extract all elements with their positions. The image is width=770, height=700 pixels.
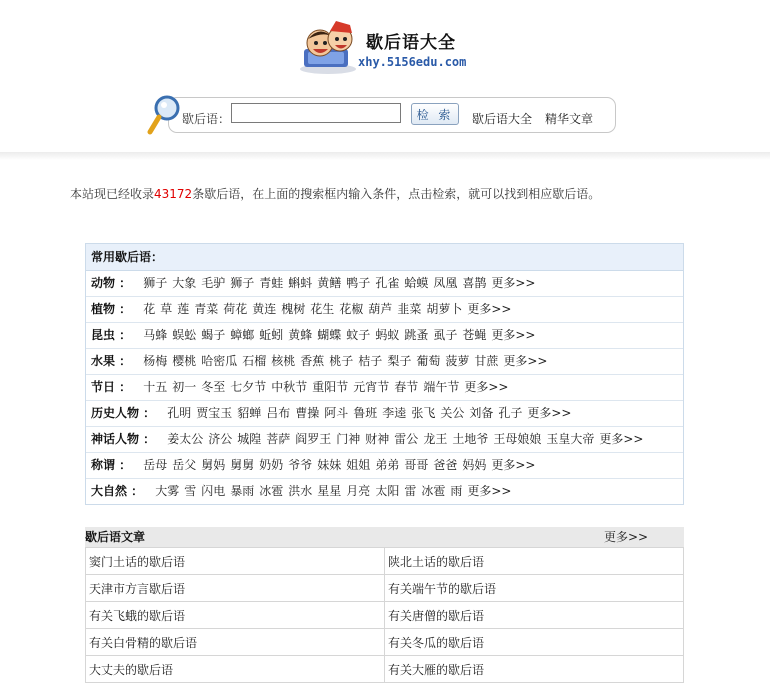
category-item-link[interactable]: 黄连: [252, 302, 277, 316]
articles-title: 歇后语文章: [85, 530, 146, 544]
category-item-link[interactable]: 李逵: [382, 406, 407, 420]
category-item-link[interactable]: 爷爷: [288, 458, 313, 472]
category-item-link[interactable]: 花: [143, 302, 156, 316]
category-item-link[interactable]: 菩萨: [266, 432, 291, 446]
category-item-link[interactable]: 青蛙: [259, 276, 284, 290]
category-item-link[interactable]: 重阳节: [312, 380, 349, 394]
category-item-link[interactable]: 贾宝玉: [196, 406, 233, 420]
category-item-link[interactable]: 葫芦: [368, 302, 393, 316]
articles-header: [85, 527, 684, 547]
category-more-link[interactable]: 更多>>: [527, 406, 572, 420]
article-row: [86, 575, 684, 602]
link-xiehouyu-daquan[interactable]: 歇后语大全: [472, 112, 533, 126]
category-item-link[interactable]: 蝴蝶: [317, 328, 342, 342]
category-more-link[interactable]: 更多>>: [464, 380, 509, 394]
category-name: 昆虫 ：: [91, 328, 132, 342]
intro-after: 条歇后语，在上面的搜索框内输入条件，点击检索，就可以找到相应歇后语。: [192, 187, 601, 201]
search-button[interactable]: 检 索: [411, 103, 459, 125]
category-item-link[interactable]: 初一: [172, 380, 197, 394]
category-item-link[interactable]: 舅舅: [230, 458, 255, 472]
category-row: [86, 479, 683, 504]
category-name: 植物 ：: [91, 302, 132, 316]
category-item-link[interactable]: 胡萝卜: [426, 302, 463, 316]
category-more-link[interactable]: 更多>>: [491, 458, 536, 472]
category-item-link[interactable]: 哥哥: [404, 458, 429, 472]
category-item-link[interactable]: 洪水: [288, 484, 313, 498]
category-item-link[interactable]: 济公: [208, 432, 233, 446]
category-name: 神话人物 ：: [91, 432, 156, 446]
category-item-link[interactable]: 核桃: [271, 354, 296, 368]
category-item-link[interactable]: 岳父: [172, 458, 197, 472]
common-box-title: 常用歇后语：: [86, 244, 683, 271]
category-row: [86, 401, 683, 427]
search-input[interactable]: [231, 103, 401, 123]
articles-more-link[interactable]: 更多>>: [604, 530, 649, 544]
article-link[interactable]: 大丈夫的歇后语: [86, 656, 385, 683]
category-name: 称谓 ：: [91, 458, 132, 472]
category-item-link[interactable]: 黄鳝: [317, 276, 342, 290]
category-item-link[interactable]: 孔子: [498, 406, 523, 420]
category-item-link[interactable]: 蚂蚁: [375, 328, 400, 342]
category-item-link[interactable]: 樱桃: [172, 354, 197, 368]
category-item-link[interactable]: 孔明: [167, 406, 192, 420]
category-item-link[interactable]: 冰雹: [421, 484, 446, 498]
category-item-link[interactable]: 刘备: [469, 406, 494, 420]
category-row: [86, 271, 683, 297]
category-item-link[interactable]: 黄蜂: [288, 328, 313, 342]
category-item-link[interactable]: 草: [160, 302, 173, 316]
category-item-link[interactable]: 门神: [336, 432, 361, 446]
search-label: 歇后语：: [182, 112, 231, 126]
category-item-link[interactable]: 曹操: [295, 406, 320, 420]
category-name: 节日 ：: [91, 380, 132, 394]
category-item-link[interactable]: 爸爸: [433, 458, 458, 472]
article-link[interactable]: 有关白骨精的歇后语: [86, 629, 385, 656]
article-link[interactable]: 有关大雁的歇后语: [385, 656, 684, 683]
site-url[interactable]: xhy.5156edu.com: [358, 55, 467, 69]
category-item-link[interactable]: 弟弟: [375, 458, 400, 472]
category-item-link[interactable]: 毛驴: [201, 276, 226, 290]
category-item-link[interactable]: 闪电: [201, 484, 226, 498]
category-item-link[interactable]: 蟑螂: [230, 328, 255, 342]
category-item-link[interactable]: 月亮: [346, 484, 371, 498]
category-item-link[interactable]: 雷: [404, 484, 417, 498]
category-item-link[interactable]: 槐树: [281, 302, 306, 316]
category-item-link[interactable]: 冰雹: [259, 484, 284, 498]
category-item-link[interactable]: 蝎子: [201, 328, 226, 342]
category-item-link[interactable]: 雨: [450, 484, 463, 498]
magnifier-icon: [147, 94, 181, 136]
category-row: [86, 323, 683, 349]
category-item-link[interactable]: 星星: [317, 484, 342, 498]
category-name: 历史人物 ：: [91, 406, 156, 420]
category-item-link[interactable]: 蚯蚓: [259, 328, 284, 342]
article-link[interactable]: 有关唐僧的歇后语: [385, 602, 684, 629]
category-item-link[interactable]: 城隍: [237, 432, 262, 446]
category-item-link[interactable]: 春节: [394, 380, 419, 394]
category-item-link[interactable]: 貂蝉: [237, 406, 262, 420]
category-item-link[interactable]: 青菜: [194, 302, 219, 316]
category-item-link[interactable]: 雷公: [394, 432, 419, 446]
category-item-link[interactable]: 太阳: [375, 484, 400, 498]
category-item-link[interactable]: 桔子: [358, 354, 383, 368]
category-item-link[interactable]: 杨梅: [143, 354, 168, 368]
category-item-link[interactable]: 虱子: [433, 328, 458, 342]
header-divider: [0, 152, 770, 160]
category-row: [86, 375, 683, 401]
category-item-link[interactable]: 孔雀: [375, 276, 400, 290]
category-more-link[interactable]: 更多>>: [503, 354, 548, 368]
common-xiehouyu-box: [85, 243, 684, 505]
article-link[interactable]: 陕北土话的歇后语: [385, 548, 684, 575]
category-more-link[interactable]: 更多>>: [599, 432, 644, 446]
link-featured-articles[interactable]: 精华文章: [545, 112, 594, 126]
category-item-link[interactable]: 雪: [184, 484, 197, 498]
category-item-link[interactable]: 鲁班: [353, 406, 378, 420]
article-row: [86, 656, 684, 683]
category-item-link[interactable]: 阎罗王: [295, 432, 332, 446]
category-item-link[interactable]: 关公: [440, 406, 465, 420]
category-item-link[interactable]: 蜈蚣: [172, 328, 197, 342]
category-item-link[interactable]: 狮子: [143, 276, 168, 290]
category-item-link[interactable]: 妈妈: [462, 458, 487, 472]
category-more-link[interactable]: 更多>>: [491, 328, 536, 342]
category-item-link[interactable]: 龙王: [423, 432, 448, 446]
category-item-link[interactable]: 桃子: [329, 354, 354, 368]
category-item-link[interactable]: 花椒: [339, 302, 364, 316]
intro-text: [70, 185, 600, 202]
category-item-link[interactable]: 梨子: [387, 354, 412, 368]
category-list: [86, 271, 683, 504]
category-item-link[interactable]: 石榴: [242, 354, 267, 368]
category-item-link[interactable]: 奶奶: [259, 458, 284, 472]
intro-before: 本站现已经收录: [70, 187, 155, 201]
category-item-link[interactable]: 姐姐: [346, 458, 371, 472]
category-item-link[interactable]: 舅妈: [201, 458, 226, 472]
category-item-link[interactable]: 韭菜: [397, 302, 422, 316]
articles-section: [85, 527, 684, 683]
category-name: 动物 ：: [91, 276, 132, 290]
category-item-link[interactable]: 蛤蟆: [404, 276, 429, 290]
category-item-link[interactable]: 蝌蚪: [288, 276, 313, 290]
category-item-link[interactable]: 七夕节: [230, 380, 267, 394]
site-logo-icon: [298, 19, 358, 75]
category-item-link[interactable]: 甘蔗: [474, 354, 499, 368]
article-row: [86, 602, 684, 629]
category-more-link[interactable]: 更多>>: [467, 302, 512, 316]
category-row: [86, 349, 683, 375]
category-item-link[interactable]: 大象: [172, 276, 197, 290]
category-item-link[interactable]: 土地爷: [452, 432, 489, 446]
category-item-link[interactable]: 中秋节: [271, 380, 308, 394]
article-link[interactable]: 天津市方言歇后语: [86, 575, 385, 602]
category-item-link[interactable]: 端午节: [423, 380, 460, 394]
category-item-link[interactable]: 鸭子: [346, 276, 371, 290]
category-item-link[interactable]: 香蕉: [300, 354, 325, 368]
category-item-link[interactable]: 张飞: [411, 406, 436, 420]
category-item-link[interactable]: 王母娘娘: [493, 432, 542, 446]
category-item-link[interactable]: 菠萝: [445, 354, 470, 368]
category-item-link[interactable]: 喜鹊: [462, 276, 487, 290]
category-item-link[interactable]: 马蜂: [143, 328, 168, 342]
articles-table: [85, 547, 684, 683]
category-row: [86, 453, 683, 479]
category-item-link[interactable]: 暴雨: [230, 484, 255, 498]
category-item-link[interactable]: 花生: [310, 302, 335, 316]
category-item-link[interactable]: 哈密瓜: [201, 354, 238, 368]
category-more-link[interactable]: 更多>>: [491, 276, 536, 290]
category-item-link[interactable]: 姜太公: [167, 432, 204, 446]
category-name: 水果 ：: [91, 354, 132, 368]
category-item-link[interactable]: 蚊子: [346, 328, 371, 342]
category-item-link[interactable]: 吕布: [266, 406, 291, 420]
category-item-link[interactable]: 跳蚤: [404, 328, 429, 342]
category-more-link[interactable]: 更多>>: [467, 484, 512, 498]
category-item-link[interactable]: 狮子: [230, 276, 255, 290]
category-item-link[interactable]: 元宵节: [353, 380, 390, 394]
article-row: [86, 629, 684, 656]
category-row: [86, 297, 683, 323]
category-item-link[interactable]: 荷花: [223, 302, 248, 316]
category-item-link[interactable]: 财神: [365, 432, 390, 446]
record-count: 43172: [154, 187, 193, 201]
category-item-link[interactable]: 妹妹: [317, 458, 342, 472]
category-item-link[interactable]: 十五: [143, 380, 168, 394]
category-item-link[interactable]: 大雾: [155, 484, 180, 498]
category-item-link[interactable]: 莲: [177, 302, 190, 316]
category-item-link[interactable]: 凤凰: [433, 276, 458, 290]
category-item-link[interactable]: 阿斗: [324, 406, 349, 420]
category-name: 大自然 ：: [91, 484, 144, 498]
category-item-link[interactable]: 岳母: [143, 458, 168, 472]
article-link[interactable]: 有关冬瓜的歇后语: [385, 629, 684, 656]
category-item-link[interactable]: 苍蝇: [462, 328, 487, 342]
category-row: [86, 427, 683, 453]
article-link[interactable]: 窦门土话的歇后语: [86, 548, 385, 575]
article-link[interactable]: 有关端午节的歇后语: [385, 575, 684, 602]
category-item-link[interactable]: 葡萄: [416, 354, 441, 368]
article-link[interactable]: 有关飞蛾的歇后语: [86, 602, 385, 629]
article-row: [86, 548, 684, 575]
category-item-link[interactable]: 玉皇大帝: [546, 432, 595, 446]
category-item-link[interactable]: 冬至: [201, 380, 226, 394]
site-title: 歇后语大全: [366, 33, 456, 53]
